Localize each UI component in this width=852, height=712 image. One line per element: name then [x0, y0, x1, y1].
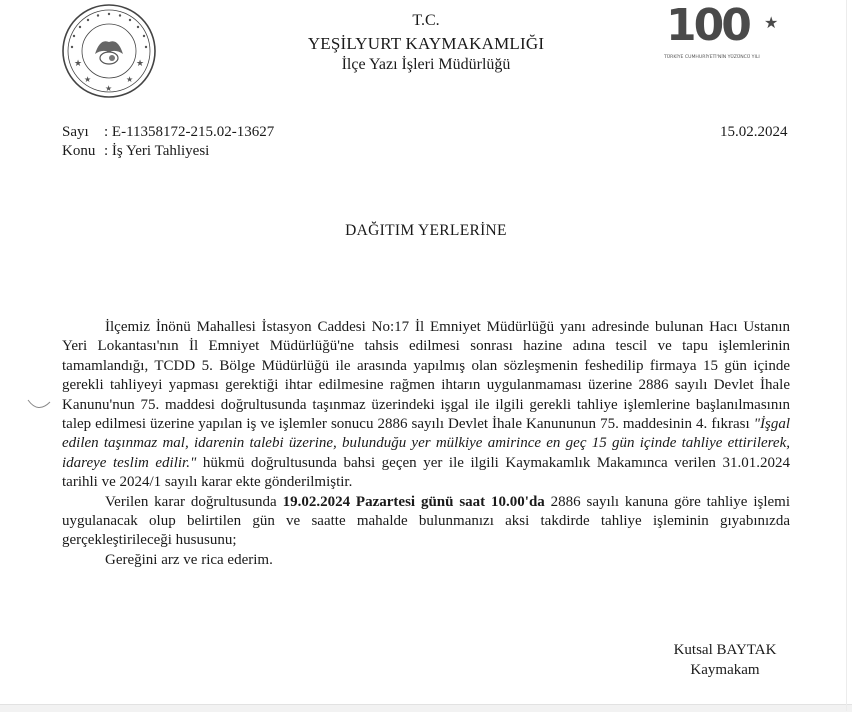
header-department: İlçe Yazı İşleri Müdürlüğü	[341, 56, 511, 73]
svg-text:★: ★	[764, 13, 779, 32]
document-date: 15.02.2024	[720, 124, 788, 140]
svg-text:★: ★	[126, 75, 134, 84]
paragraph-3: Gereğini arz ve rica ederim.	[105, 551, 273, 568]
sayi-label: Sayı	[62, 124, 89, 140]
konu-value: : İş Yeri Tahliyesi	[104, 143, 210, 159]
centenary-caption: TÜRKİYE CUMHURİYETİ'NİN YÜZÜNCÜ YILI	[664, 55, 760, 60]
page-right-edge	[846, 0, 847, 711]
letter-body	[62, 318, 790, 570]
signatory-title: Kaymakam	[690, 662, 760, 678]
signatory-name: Kutsal BAYTAK	[673, 642, 777, 658]
margin-mark	[26, 396, 52, 417]
recipient-heading: DAĞITIM YERLERİNE	[345, 222, 507, 239]
svg-text:★: ★	[105, 84, 113, 93]
paragraph-2: Verilen karar doğrultusunda 19.02.2024 Pazartesi günü saat 10.00'da 2886 sayılı kanuna göre tahliye işlemi uygulanacak olup belirtilen gün ve saatte mahalde bulunmanızı aksi takdirde tahliye işleminin gıyabınızda gerçekleştirileceği hususunu;	[62, 493, 790, 549]
svg-text:★: ★	[74, 59, 83, 69]
law-quote: "İşgal edilen taşınmaz mal, idarenin talebi üzerine, bulunduğu yer mülkiye amirince en geç 15 gün içinde tahliye ettirilerek, idareye teslim edilir."	[62, 416, 790, 471]
header-tc: T.C.	[412, 12, 440, 29]
svg-text:★: ★	[136, 59, 145, 69]
sayi-value: : E-11358172-215.02-13627	[104, 124, 275, 140]
sayi-line	[62, 124, 274, 141]
paragraph-1: İlçemiz İnönü Mahallesi İstasyon Caddesi No:17 İl Emniyet Müdürlüğü yanı adresinde bulunan Hacı Ustanın Yeri Lokantası'nın İl Emniyet Müdürlüğü'ne tahsis edilmesi sonrası hazine adına tescil ve tapu işlemlerinin tamamlandığı, TCDD 5. Bölge Müdürlüğü ile arasında yapılmış olan sözleşmenin feshedilip firmaya 15 gün içinde gerekli tahliyeyi yapması gerektiği ihtar edilmesine rağmen ihtarın uygulanmaması üzerine 2886 sayılı Devlet İhale Kanunu'nun 75. maddesi doğrultusunda taşınmaz üzerindeki işgal ile ilgili gerekli tahliye işlemlerine başlanılmasının talep edilmesi üzerine yapılan iş ve işlemler sonucu 2886 sayılı Devlet İhale Kanununun 75. maddesinin 4. fıkrası "İşgal edilen taşınmaz mal, idarenin talebi üzerine, bulunduğu yer mülkiye amirince en geç 15 gün içinde tahliye ettirilerek, idareye teslim edilir." hükmü doğrultusunda bahsi geçen yer ile ilgili Kaymakamlık Makamınca verilen 31.01.2024 tarihli ve 2024/1 sayılı karar ekte gönderilmiştir.	[62, 319, 790, 491]
header-institution: YEŞİLYURT KAYMAKAMLIĞI	[307, 34, 545, 53]
centenary-number: 100	[666, 0, 749, 51]
konu-label: Konu	[62, 143, 96, 159]
eviction-datetime: 19.02.2024 Pazartesi günü saat 10.00'da	[282, 493, 545, 510]
konu-line	[62, 143, 209, 160]
svg-text:★: ★	[84, 75, 92, 84]
